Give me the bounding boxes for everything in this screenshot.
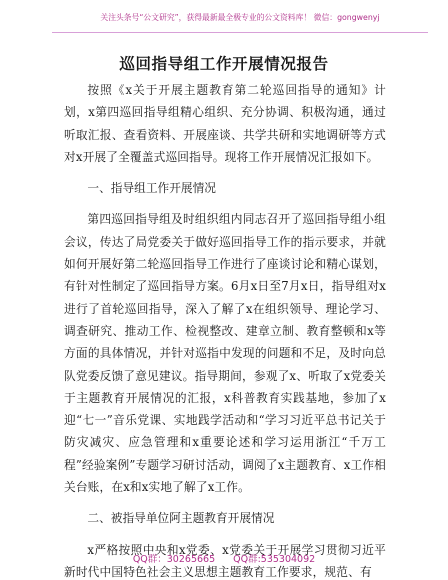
section-2-paragraph: x严格按照中央和x党委、x党委关于开展学习贯彻习近平新时代中国特色社会主义思想主题教育工作要求，规范、有 — [64, 542, 386, 579]
intro-paragraph: 按照《x关于开展主题教育第二轮巡回指导的通知》计划，x第四巡回指导组精心组织、充分协调、积极沟通，通过听取汇报、查看资料、开展座谈、共学共研和实地调研等方式对x开展了全覆盖式巡回指导。现将工作开展情况汇报如下。 — [64, 83, 386, 164]
section-1-heading: 一、指导组工作开展情况 — [87, 181, 216, 196]
document-body — [64, 79, 386, 580]
footer-qq-group-2: QQ群:535304092 — [233, 554, 316, 565]
paragraph-spacer — [64, 199, 386, 208]
section-1-paragraph: 第四巡回指导组及时组织组内同志召开了巡回指导组小组会议，传达了局党委关于做好巡回指导工作的指示要求，并就如何开展好第二轮巡回指导工作进行了座谈讨论和精心谋划，有针对性制定了巡回指导方案。6月x日至7月x日，指导组对x进行了首轮巡回指导，深入了解了x在组织领导、理论学习、调查研究、推动工作、检视整改、建章立制、教育整顿和x等方面的具体情况，并针对巡指中发现的问题和不足，及时向总队党委反馈了意见建议。指导期间，参观了x、听取了x党委关于主题教育开展情况的汇报，x科普教育实践基地，参加了x迎“七一”音乐党课、实地践学活动和“学习习近平总书记关于防灾减灾、应急管理和x重要论述和学习运用浙江“千万工程”经验案例”专题学习研讨活动，调阅了x主题教育、x工作相关台账，在x和x实地了解了x工作。 — [64, 212, 386, 495]
paragraph-spacer — [64, 168, 386, 177]
document-title: 巡回指导组工作开展情况报告 — [119, 55, 329, 73]
paragraph-spacer — [64, 530, 386, 539]
section-2-heading: 二、被指导单位阿主题教育开展情况 — [87, 511, 275, 526]
page-footer — [0, 551, 448, 565]
page-header — [52, 3, 428, 33]
header-promo-text: 关注头条号“公文研究”，获得最新最全极专业的公文资料库！ 微信：gongwenyj — [100, 13, 380, 22]
paragraph-spacer — [64, 498, 386, 507]
footer-qq-group-1: QQ群：30265665 — [132, 554, 216, 565]
